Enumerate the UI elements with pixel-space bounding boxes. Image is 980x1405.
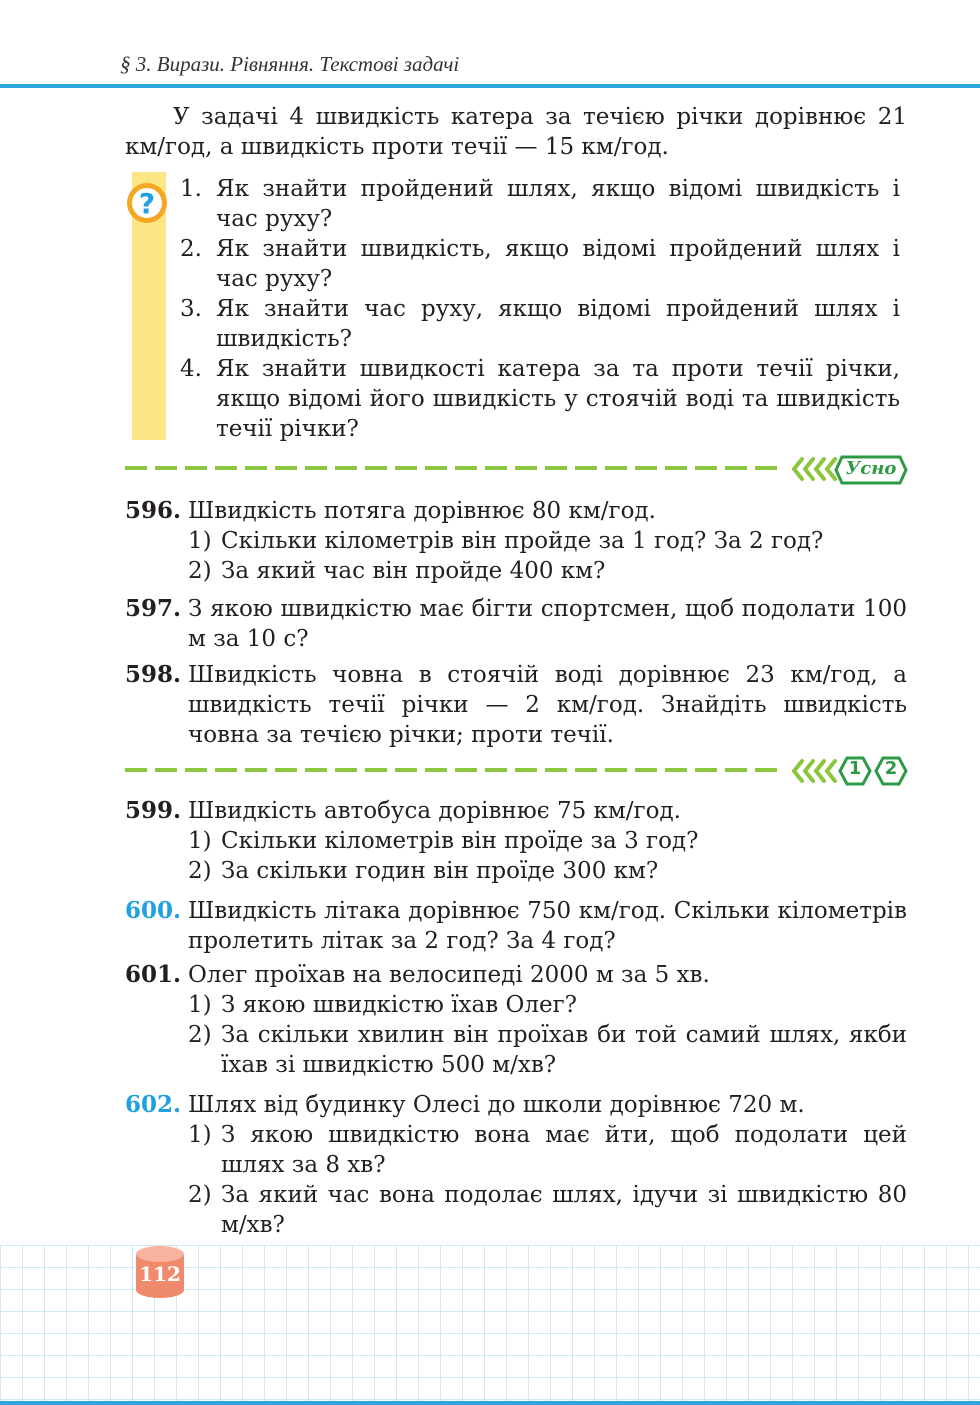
- subtask-text: За скільки хвилин він проїхав би той самий шлях, якби їхав зі швидкістю 500 м/хв?: [221, 1022, 907, 1078]
- subtask: [125, 826, 907, 856]
- question-text: Як знайти швидкості катера за та проти течії річки, якщо відомі його швидкість у стоячій воді та швидкість течії річки?: [216, 356, 900, 442]
- subtask-text: За який час вона подолає шлях, ідучи зі швидкістю 80 м/хв?: [221, 1182, 907, 1238]
- question-text: Як знайти час руху, якщо відомі пройдений шлях і швидкість?: [216, 296, 900, 352]
- question-number: 2.: [180, 236, 202, 262]
- exercise-601: [125, 960, 907, 1080]
- question-item: [180, 174, 900, 234]
- chevrons-icon: [790, 456, 838, 482]
- exercise-text: Швидкість човна в стоячій воді дорівнює 23 км/год, а швидкість течії річки — 2 км/год. Знайдіть швидкість човна за течією річки; проти течії.: [188, 662, 907, 748]
- subtask: [125, 856, 907, 886]
- exercise-statement: [125, 594, 907, 654]
- subtask-text: Скільки кілометрів він пройде за 1 год? За 2 год?: [221, 528, 824, 554]
- subtask: [125, 556, 907, 586]
- subtask-text: За скільки годин він проїде 300 км?: [221, 858, 659, 884]
- subtask: [125, 990, 907, 1020]
- level-1-label: 1: [848, 758, 862, 779]
- exercise-statement: [125, 796, 907, 826]
- exercise-statement: [125, 496, 907, 526]
- subtask-text: З якою швидкістю вона має йти, щоб подолати цей шлях за 8 хв?: [221, 1122, 907, 1178]
- exercise-596: [125, 496, 907, 586]
- exercise-number: 602.: [125, 1091, 182, 1118]
- subtask-number: 2): [188, 858, 212, 884]
- svg-text:?: ?: [138, 187, 156, 220]
- subtask-text: За який час він пройде 400 км?: [221, 558, 606, 584]
- footer-rule: [0, 1401, 980, 1405]
- oral-badge-label: Усно: [845, 458, 897, 479]
- exercise-599: [125, 796, 907, 886]
- section-divider-oral: [125, 466, 781, 470]
- running-header: § 3. Вирази. Рівняння. Текстові задачі: [120, 52, 460, 76]
- level-2-label: 2: [884, 758, 898, 779]
- exercise-597: [125, 594, 907, 654]
- exercise-text: Швидкість потяга дорівнює 80 км/год.: [188, 498, 656, 524]
- subtask-number: 1): [188, 992, 212, 1018]
- subtask: [125, 1180, 907, 1240]
- question-item: [180, 294, 900, 354]
- question-number: 1.: [180, 176, 202, 202]
- exercise-602: [125, 1090, 907, 1240]
- exercise-statement: [125, 960, 907, 990]
- section-divider-levels: [125, 768, 781, 772]
- exercise-statement: [125, 660, 907, 750]
- subtask-number: 1): [188, 1122, 212, 1148]
- exercise-number: 597.: [125, 595, 182, 622]
- intro-paragraph: У задачі 4 швидкість катера за течією річки дорівнює 21 км/год, а швидкість проти течії — 15 км/год.: [125, 104, 907, 160]
- question-icon: [124, 180, 170, 226]
- subtask-number: 2): [188, 1022, 212, 1048]
- exercise-text: Олег проїхав на велосипеді 2000 м за 5 хв.: [188, 962, 710, 988]
- exercise-statement: [125, 1090, 907, 1120]
- question-item: [180, 234, 900, 294]
- exercise-600: [125, 896, 907, 956]
- subtask-number: 1): [188, 528, 212, 554]
- page-number: 112: [139, 1262, 181, 1286]
- subtask-text: З якою швидкістю їхав Олег?: [221, 992, 577, 1018]
- exercise-text: Шлях від будинку Олесі до школи дорівнює 720 м.: [188, 1092, 805, 1118]
- questions-list: [180, 174, 900, 444]
- subtask: [125, 1120, 907, 1180]
- question-text: Як знайти пройдений шлях, якщо відомі швидкість і час руху?: [216, 176, 900, 232]
- exercise-statement: [125, 896, 907, 956]
- question-item: [180, 354, 900, 444]
- chevrons-icon: [790, 758, 838, 784]
- question-number: 4.: [180, 356, 202, 382]
- subtask: [125, 526, 907, 556]
- exercise-number: 601.: [125, 961, 182, 988]
- subtask-number: 2): [188, 558, 212, 584]
- question-number: 3.: [180, 296, 202, 322]
- subtask: [125, 1020, 907, 1080]
- header-rule: [0, 84, 980, 88]
- exercise-text: З якою швидкістю має бігти спортсмен, щоб подолати 100 м за 10 с?: [188, 596, 907, 652]
- exercise-598: [125, 660, 907, 750]
- exercise-number: 596.: [125, 497, 182, 524]
- exercise-text: Швидкість літака дорівнює 750 км/год. Скільки кілометрів пролетить літак за 2 год? За 4 год?: [188, 898, 907, 954]
- subtask-number: 1): [188, 828, 212, 854]
- subtask-number: 2): [188, 1182, 212, 1208]
- subtask-text: Скільки кілометрів він проїде за 3 год?: [221, 828, 699, 854]
- exercise-number: 600.: [125, 897, 182, 924]
- exercise-number: 598.: [125, 661, 182, 688]
- exercise-text: Швидкість автобуса дорівнює 75 км/год.: [188, 798, 681, 824]
- exercise-number: 599.: [125, 797, 182, 824]
- question-text: Як знайти швидкість, якщо відомі пройдений шлях і час руху?: [216, 236, 900, 292]
